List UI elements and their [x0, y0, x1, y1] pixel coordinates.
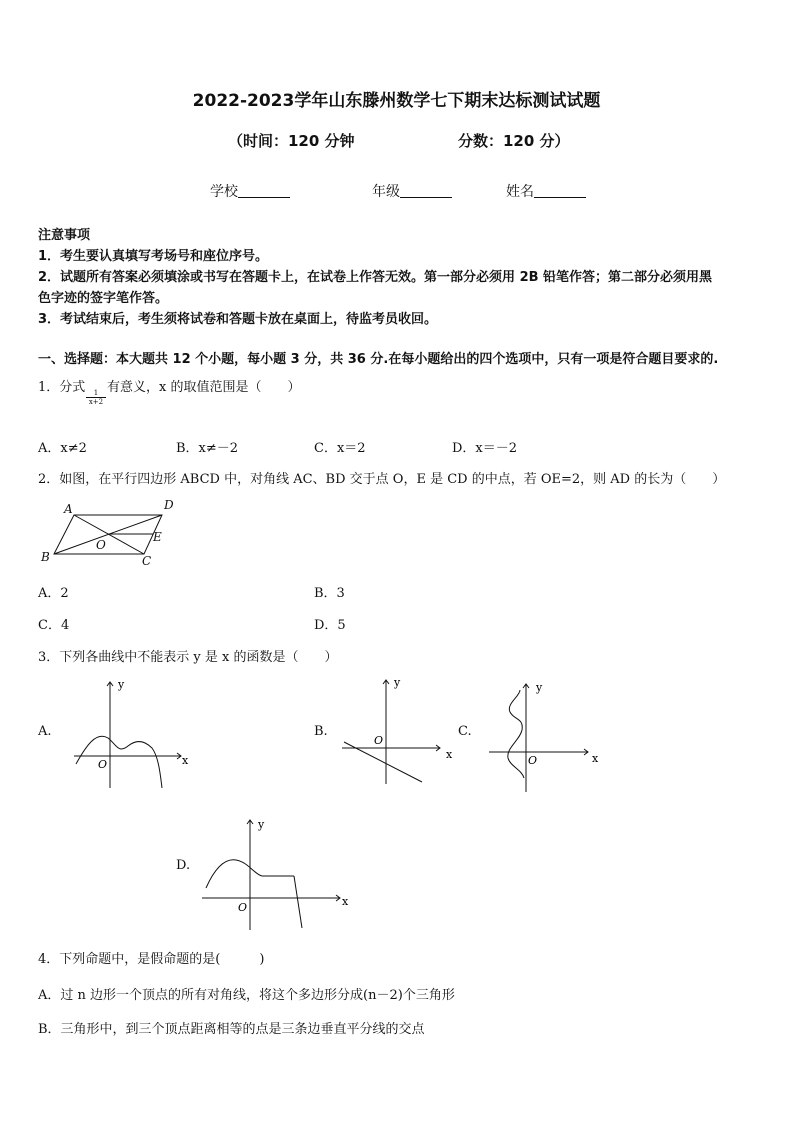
q3-option-d-label[interactable]: D. [176, 858, 191, 873]
q3-option-a-label[interactable]: A. [38, 724, 52, 739]
label-e: E [153, 530, 162, 544]
name-field [506, 181, 586, 201]
notes-heading: 注意事项 [38, 228, 91, 243]
q2-option-a[interactable]: A．2 [38, 586, 69, 601]
label-c: C [142, 554, 152, 568]
q2-option-c[interactable]: C．4 [38, 618, 70, 633]
q4-option-a[interactable]: A．过 n 边形一个顶点的所有对角线，将这个多边形分成(n－2)个三角形 [38, 988, 455, 1003]
q1-option-c[interactable]: C．x＝2 [314, 441, 366, 456]
curve-d-drop [294, 876, 302, 928]
graph-a [66, 676, 196, 791]
origin-label: O [238, 901, 248, 914]
label-d: D [164, 498, 174, 512]
q3-option-c-label[interactable]: C. [458, 724, 472, 739]
q1-option-a[interactable]: A．x≠2 [38, 441, 87, 456]
q1-option-b[interactable]: B．x≠－2 [176, 441, 239, 456]
graph-d [196, 814, 356, 932]
school-label: 学校 [210, 184, 238, 200]
q1-prefix: 1．分式 [38, 380, 86, 395]
name-blank [534, 183, 586, 198]
page-title: 2022-2023学年山东滕州数学七下期末达标测试试题 [192, 91, 601, 111]
q2-text: 2．如图，在平行四边形 ABCD 中，对角线 AC、BD 交于点 O，E 是 CD 的中点，若 OE=2，则 AD 的长为（ ） [38, 472, 726, 487]
note-item: 1．考生要认真填写考场号和座位序号。 [38, 249, 269, 264]
graph-c [484, 678, 609, 793]
y-label: y [536, 681, 543, 694]
origin-label: O [528, 754, 538, 767]
q3-text: 3．下列各曲线中不能表示 y 是 x 的函数是（ ） [38, 650, 338, 665]
curve-c [508, 690, 524, 778]
grade-blank [400, 183, 452, 198]
q2-option-b[interactable]: B．3 [314, 586, 345, 601]
curve-d-rise [206, 860, 262, 888]
y-label: y [394, 676, 401, 689]
note-item: 色字迹的签字笔作答。 [38, 291, 169, 306]
q1-fraction [86, 389, 106, 406]
q1-suffix: 有意义，x 的取值范围是（ ） [107, 380, 301, 395]
x-label: x [592, 752, 599, 765]
q4-option-b[interactable]: B．三角形中，到三个顶点距离相等的点是三条边垂直平分线的交点 [38, 1022, 425, 1037]
label-b: B [41, 550, 50, 564]
origin-label: O [374, 734, 384, 747]
x-label: x [446, 748, 453, 761]
section-heading: 一、选择题：本大题共 12 个小题，每小题 3 分，共 36 分.在每小题给出的四个选项中，只有一项是符合题目要求的. [38, 352, 719, 367]
origin-label: O [98, 758, 108, 771]
x-label: x [342, 895, 349, 908]
label-a: A [64, 502, 73, 516]
exam-score: 分数：120 分） [458, 132, 570, 150]
q1-option-d[interactable]: D．x＝－2 [452, 441, 518, 456]
q2-option-d[interactable]: D．5 [314, 618, 346, 633]
note-item: 3．考试结束后，考生须将试卷和答题卡放在桌面上，待监考员收回。 [38, 312, 438, 327]
q3-option-b-label[interactable]: B. [314, 724, 328, 739]
curve-a [76, 736, 162, 788]
q1-frac-den: x+2 [86, 397, 106, 406]
y-label: y [118, 678, 125, 691]
grade-label: 年级 [372, 184, 400, 200]
y-label: y [258, 818, 265, 831]
q4-text: 4．下列命题中，是假命题的是( ) [38, 952, 265, 967]
note-item: 2．试题所有答案必须填涂或书写在答题卡上，在试卷上作答无效。第一部分必须用 2B 铅笔作答；第二部分必须用黑 [38, 270, 713, 285]
name-label: 姓名 [506, 184, 534, 200]
exam-time: （时间：120 分钟 [228, 132, 355, 150]
school-field [210, 181, 290, 201]
label-o: O [96, 538, 106, 552]
q1-frac-num: 1 [93, 389, 99, 397]
x-label: x [182, 754, 189, 767]
school-blank [238, 183, 290, 198]
grade-field [372, 181, 452, 201]
parallelogram-figure [38, 498, 188, 570]
graph-b [336, 674, 466, 786]
